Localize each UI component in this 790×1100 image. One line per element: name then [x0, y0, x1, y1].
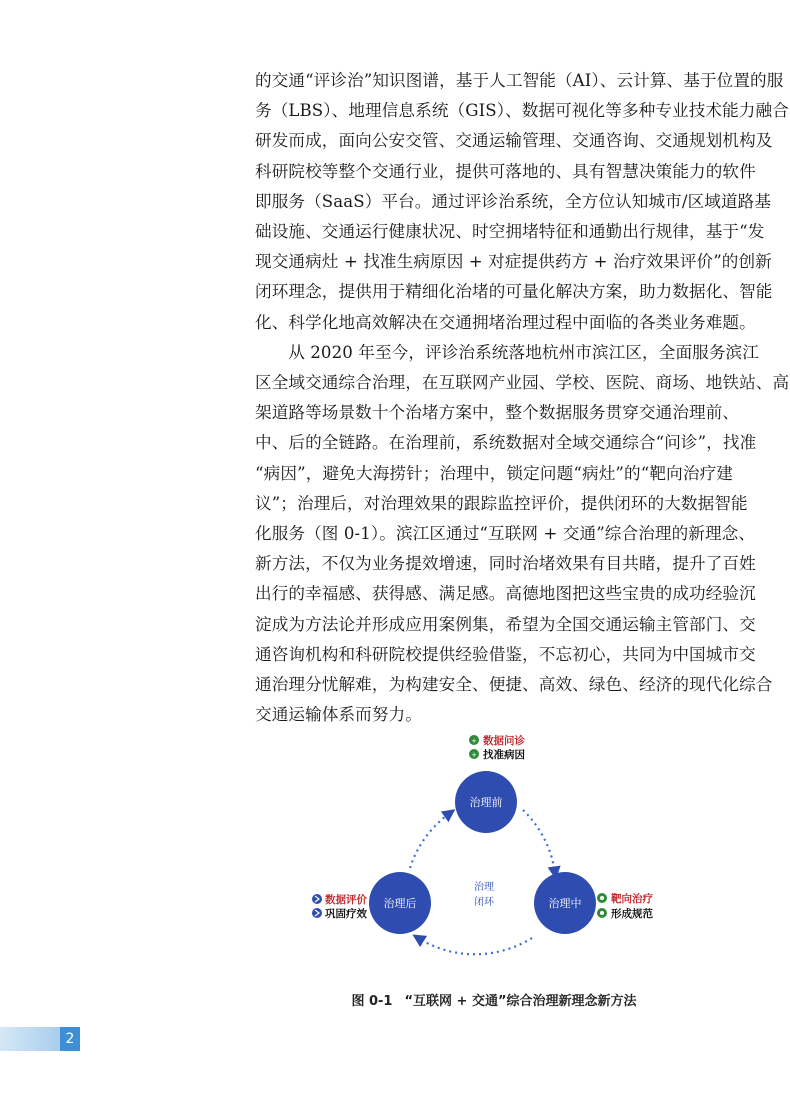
text-line: 区全域交通综合治理，在互联网产业园、学校、医院、商场、地铁站、高 — [255, 373, 790, 393]
figure-caption-text: “互联网 + 交通”综合治理新理念新方法 — [404, 994, 637, 1009]
text-line: 的交通“评诊治”知识图谱，基于人工智能（AI）、云计算、基于位置的服 — [255, 71, 784, 90]
loop-diagram — [300, 728, 700, 978]
text-line: 现交通病灶 + 找准生病原因 + 对症提供药方 + 治疗效果评价”的创新 — [255, 252, 772, 272]
after-tag-red — [312, 893, 367, 906]
svg-text:数据问诊: 数据问诊 — [483, 735, 525, 747]
text-line: 闭环理念，提供用于精细化治堵的可量化解决方案，助力数据化、智能 — [255, 282, 773, 302]
text-line: 务（LBS）、地理信息系统（GIS）、数据可视化等多种专业技术能力融合 — [255, 101, 789, 121]
svg-text:巩固疗效: 巩固疗效 — [325, 908, 367, 920]
before-tag-red — [469, 734, 525, 747]
center-label-2: 闭环 — [474, 897, 494, 908]
text-line: 从 2020 年至今，评诊治系统落地杭州市滨江区，全面服务滨江 — [288, 342, 759, 362]
figure-governance-loop — [300, 728, 700, 978]
arc-before-to-during — [523, 810, 555, 873]
page-number-band — [0, 1027, 60, 1051]
node-before-label: 治理前 — [469, 796, 503, 809]
text-line: 架道路等场景数十个治堵方案中，整个数据服务贯穿交通治理前、 — [255, 403, 740, 423]
paragraph-2 — [255, 338, 790, 731]
text-line: 议”；治理后，对治理效果的跟踪监控评价，提供闭环的大数据智能 — [255, 493, 748, 513]
svg-text:靶向治疗: 靶向治疗 — [611, 893, 653, 905]
during-tag-red — [597, 892, 653, 905]
during-tag-black — [597, 907, 653, 920]
figure-caption — [255, 990, 733, 1009]
text-line: 中、后的全链路。在治理前，系统数据对全域交通综合“问诊”，找准 — [255, 433, 757, 453]
after-tag-black — [312, 907, 367, 920]
body-text — [255, 66, 790, 730]
svg-text:找准病因: 找准病因 — [483, 749, 525, 761]
page-number: 2 — [60, 1027, 80, 1051]
figure-number: 图 0-1 — [351, 994, 393, 1009]
text-line: 淀成为方法论并形成应用案例集，希望为全国交通运输主管部门、交 — [255, 614, 756, 634]
svg-text:数据评价: 数据评价 — [325, 894, 367, 906]
paragraph-1 — [255, 66, 789, 338]
arc-after-to-before — [410, 813, 450, 868]
text-line: “病因”，避免大海捞针；治理中，锁定问题“病灶”的“靶向治疗建 — [255, 463, 733, 483]
text-line: 出行的幸福感、获得感、满足感。高德地图把这些宝贵的成功经验沉 — [255, 584, 756, 604]
node-during-label: 治理中 — [548, 897, 582, 910]
svg-text:+: + — [471, 737, 477, 745]
svg-text:+: + — [471, 751, 477, 759]
text-line: 础设施、交通运行健康状况、时空拥堵特征和通勤出行规律，基于“发 — [255, 222, 765, 242]
before-tag-black — [469, 748, 525, 761]
text-line: 交通运输体系而努力。 — [255, 705, 422, 725]
text-line: 研发而成，面向公安交管、交通运输管理、交通咨询、交通规划机构及 — [255, 131, 773, 151]
text-line: 化服务（图 0-1）。滨江区通过“互联网 + 交通”综合治理的新理念、 — [255, 524, 756, 544]
svg-text:形成规范: 形成规范 — [611, 908, 653, 920]
text-line: 通治理分忧解难，为构建安全、便捷、高效、绿色、经济的现代化综合 — [255, 675, 773, 695]
arc-during-to-after — [418, 938, 532, 954]
text-line: 通咨询机构和科研院校提供经验借鉴，不忘初心，共同为中国城市交 — [255, 644, 756, 664]
text-line: 新方法，不仅为业务提效增速，同时治堵效果有目共睹，提升了百姓 — [255, 554, 756, 574]
text-line: 化、科学化地高效解决在交通拥堵治理过程中面临的各类业务难题。 — [255, 312, 756, 332]
center-label-1: 治理 — [474, 882, 494, 893]
text-line: 科研院校等整个交通行业，提供可落地的、具有智慧决策能力的软件 — [255, 161, 756, 181]
text-line: 即服务（SaaS）平台。通过评诊治系统，全方位认知城市/区域道路基 — [255, 191, 772, 211]
node-after-label: 治理后 — [383, 897, 417, 910]
